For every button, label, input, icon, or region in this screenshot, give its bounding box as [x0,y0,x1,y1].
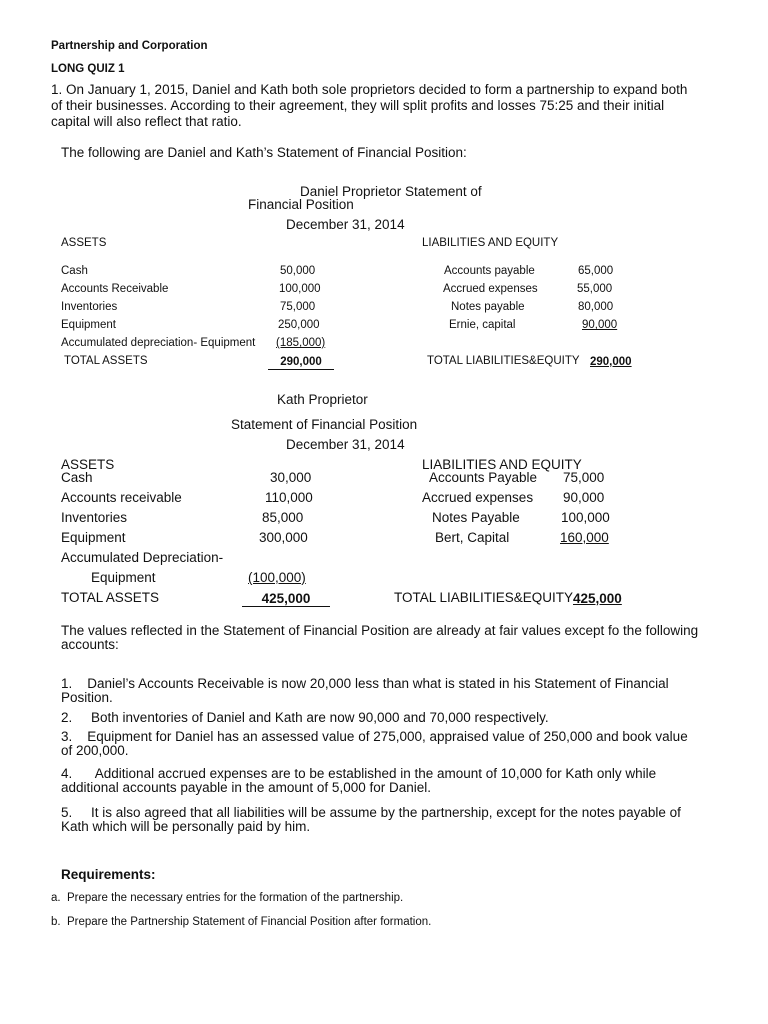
daniel-liab-value: 90,000 [582,319,618,331]
requirement-text: Prepare the necessary entries for the formation of the partnership. [66,892,404,904]
requirement-item [51,892,403,904]
list-item [61,806,701,834]
daniel-assets-header: ASSETS [61,237,107,249]
list-item [61,677,701,705]
kath-liab-value: 90,000 [563,490,605,505]
item-text: Additional accrued expenses are to be established in the amount of 10,000 for Kath only while additional accounts payable in the amount of 5,000 for Daniel. [61,766,657,795]
kath-asset-value: 30,000 [270,470,312,485]
kath-asset-value: (100,000) [248,570,306,585]
item-text: Equipment for Daniel has an assessed value of 275,000, appraised value of 250,000 and book value of 200,000. [61,729,688,758]
daniel-date: December 31, 2014 [286,217,405,232]
item-text: Both inventories of Daniel and Kath are now 90,000 and 70,000 respectively. [91,710,549,725]
kath-total-assets-label: TOTAL ASSETS [61,590,160,605]
daniel-asset-value: 100,000 [279,283,321,295]
kath-liab-value: 160,000 [560,530,609,545]
daniel-liab-value: 80,000 [578,301,614,313]
kath-asset-label: Accumulated Depreciation- [61,550,224,565]
kath-liab-label: Notes Payable [432,510,520,525]
daniel-liab-value: 65,000 [578,265,614,277]
daniel-liab-header: LIABILITIES AND EQUITY [422,237,559,249]
kath-liab-label: Bert, Capital [435,530,510,545]
item-number: 5. [61,805,73,820]
requirement-letter: a. [51,892,61,904]
daniel-asset-label: Cash [61,265,88,277]
kath-asset-label: Equipment [91,570,156,585]
item-number: 4. [61,766,73,781]
kath-title-line2: Statement of Financial Position [231,417,418,432]
requirement-letter: b. [51,916,61,928]
statement-lead: The following are Daniel and Kath’s Statement of Financial Position: [61,145,467,160]
daniel-asset-label: Equipment [61,319,116,331]
kath-asset-label: Cash [61,470,93,485]
item-text: Daniel’s Accounts Receivable is now 20,000 less than what is stated in his Statement of Financial Position. [61,676,669,705]
daniel-liab-value: 55,000 [577,283,613,295]
kath-asset-value: 110,000 [265,490,313,505]
kath-liab-value: 100,000 [561,510,610,525]
kath-asset-label: Accounts receivable [61,490,182,505]
requirement-item [51,916,431,928]
daniel-asset-label: Inventories [61,301,118,313]
item-number: 2. [61,710,73,725]
kath-title-line1: Kath Proprietor [277,392,368,407]
item-number: 1. [61,676,73,691]
kath-asset-label: Equipment [61,530,126,545]
kath-asset-value: 85,000 [262,510,304,525]
problem-intro: 1. On January 1, 2015, Daniel and Kath both sole proprietors decided to form a partnership to expand both of their businesses. According to their agreement, they will split profits and losses 75:25 and their initial capital will also reflect that ratio. [51,82,688,129]
kath-asset-label: Inventories [61,510,128,525]
kath-asset-value: 300,000 [259,530,308,545]
list-item [61,767,701,795]
daniel-asset-label: Accumulated depreciation- Equipment [61,337,256,349]
daniel-title-line1: Daniel Proprietor Statement of [300,184,482,199]
kath-liab-label: Accounts Payable [429,470,538,485]
kath-date: December 31, 2014 [286,437,405,452]
list-item [61,711,701,725]
daniel-asset-label: Accounts Receivable [61,283,169,295]
kath-liab-header: LIABILITIES AND EQUITY [422,457,582,472]
kath-total-liab-label: TOTAL LIABILITIES&EQUITY [394,590,574,605]
daniel-liab-label: Accounts payable [444,265,535,277]
item-number: 3. [61,729,73,744]
daniel-liab-label: Accrued expenses [443,283,538,295]
item-text: It is also agreed that all liabilities will be assume by the partnership, except for the notes payable of Kath which will be personally paid by him. [61,805,681,834]
kath-total-assets: 425,000 [242,591,330,607]
fair-values-intro: The values reflected in the Statement of Financial Position are already at fair values except fo the following accounts: [61,623,699,652]
daniel-total-assets-label: TOTAL ASSETS [64,355,148,367]
course-title: Partnership and Corporation [51,40,208,52]
daniel-asset-value: 50,000 [280,265,316,277]
daniel-liab-label: Notes payable [451,301,525,313]
requirements-title: Requirements: [61,867,156,882]
kath-assets-header: ASSETS [61,457,115,472]
list-item [61,730,701,758]
kath-liab-label: Accrued expenses [422,490,534,505]
quiz-title: LONG QUIZ 1 [51,63,125,75]
kath-total-liab: 425,000 [573,591,622,606]
daniel-total-liab: 290,000 [590,356,632,368]
daniel-total-liab-label: TOTAL LIABILITIES&EQUITY [427,355,580,367]
kath-liab-value: 75,000 [563,470,605,485]
daniel-liab-label: Ernie, capital [449,319,516,331]
daniel-total-assets: 290,000 [268,356,334,370]
requirement-text: Prepare the Partnership Statement of Financial Position after formation. [66,916,432,928]
daniel-asset-value: (185,000) [276,337,326,349]
daniel-asset-value: 250,000 [278,319,320,331]
daniel-title-line2: Financial Position [248,197,354,212]
daniel-asset-value: 75,000 [280,301,316,313]
